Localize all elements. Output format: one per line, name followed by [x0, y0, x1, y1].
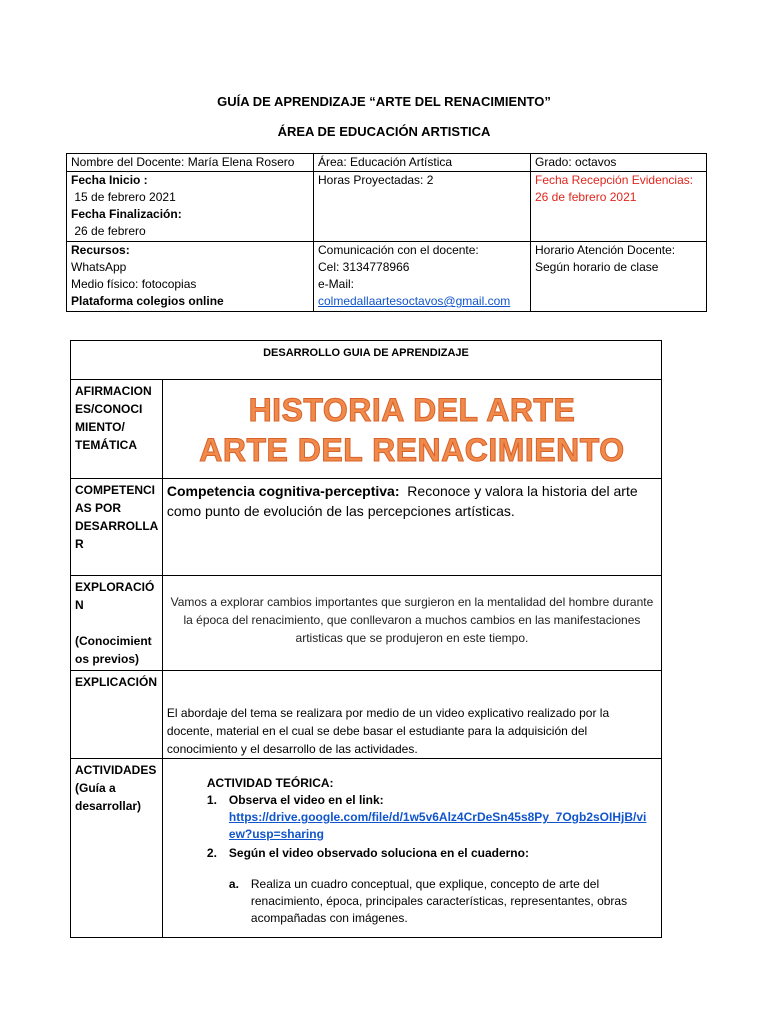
recepcion-label: Fecha Recepción Evidencias:	[535, 173, 694, 187]
fecha-fin-value: 26 de febrero	[71, 224, 146, 238]
competencia-bold: Competencia cognitiva-perceptiva:	[166, 483, 400, 499]
competencias-label: COMPETENCI AS POR DESARROLLA R	[71, 479, 163, 576]
comunicacion-label: Comunicación con el docente:	[318, 243, 479, 257]
list-item	[207, 845, 657, 862]
actividad-title: ACTIVIDAD TEÓRICA:	[206, 776, 334, 790]
comunicacion-cell	[314, 242, 531, 312]
explicacion-label: EXPLICACIÓN	[71, 671, 163, 759]
docente-cell: Nombre del Docente: María Elena Rosero	[67, 154, 314, 172]
recursos-label: Recursos:	[71, 243, 130, 257]
horario-cell	[531, 242, 707, 312]
cel-value: Cel: 3134778966	[318, 260, 410, 274]
afirmaciones-label: AFIRMACION ES/CONOCI MIENTO/ TEMÁTICA	[71, 380, 163, 479]
big-title	[167, 380, 657, 470]
horario-value: Según horario de clase	[535, 260, 659, 274]
recurso-item: Plataforma colegios online	[71, 294, 224, 308]
competencia-text: Reconoce y valora la historia del arte como punto de evolución de las percepciones artísticas.	[166, 483, 642, 519]
list-item	[207, 792, 657, 843]
recurso-item: Medio físico: fotocopias	[71, 277, 197, 291]
recepcion-cell	[531, 172, 707, 242]
item-letter: a.	[228, 877, 239, 891]
exploracion-label: EXPLORACIÓ N	[75, 580, 155, 612]
info-table	[66, 153, 707, 312]
competencia-cell	[162, 479, 661, 576]
exploracion-sub: (Conocimient os previos)	[75, 634, 152, 666]
email-link[interactable]: colmedallaartesoctavos@gmail.com	[318, 294, 511, 308]
big-title-line-1: HISTORIA DEL ARTE	[248, 392, 576, 428]
guide-table	[70, 340, 662, 938]
item2-text: Según el video observado soluciona en el cuaderno:	[228, 846, 529, 860]
grado-cell: Grado: octavos	[531, 154, 707, 172]
item-number: 2.	[206, 846, 217, 860]
explicacion-text: El abordaje del tema se realizara por medio de un video explicativo realizado por la docente, material en el cual se debe basar el estudiante para la adquisición del conocimiento y el desarrollo de las actividades.	[162, 671, 661, 759]
list-item	[207, 876, 657, 927]
area-cell: Área: Educación Artística	[314, 154, 531, 172]
fecha-inicio-label: Fecha Inicio :	[71, 173, 148, 187]
guide-header: DESARROLLO GUIA DE APRENDIZAJE	[71, 341, 662, 380]
fecha-fin-label: Fecha Finalización:	[71, 207, 182, 221]
actividades-cell	[162, 759, 661, 938]
horario-label: Horario Atención Docente:	[535, 243, 676, 257]
horas-cell: Horas Proyectadas: 2	[314, 172, 531, 242]
fecha-inicio-value: 15 de febrero 2021	[71, 190, 176, 204]
sub-a-text: Realiza un cuadro conceptual, que explique, concepto de arte del renacimiento, época, principales características, representantes, obras acompañadas con imágenes.	[250, 877, 628, 925]
item1-text: Observa el video en el link:	[228, 793, 384, 807]
document-subtitle: ÁREA DE EDUCACIÓN ARTISTICA	[277, 124, 491, 139]
recurso-item: WhatsApp	[71, 260, 127, 274]
fechas-cell	[67, 172, 314, 242]
big-title-cell	[162, 380, 661, 479]
recursos-cell	[67, 242, 314, 312]
recepcion-value: 26 de febrero 2021	[535, 190, 637, 204]
email-label: e-Mail:	[318, 277, 355, 291]
video-link[interactable]: https://drive.google.com/file/d/1w5v6Alz4CrDeSn45s8Py_7Ogb2sOIHjB/view?usp=sharing	[228, 810, 647, 841]
big-title-line-2: ARTE DEL RENACIMIENTO	[199, 432, 625, 468]
actividades-label: ACTIVIDADES (Guía a desarrollar)	[71, 759, 163, 938]
exploracion-label-cell	[71, 576, 163, 671]
exploracion-text: Vamos a explorar cambios importantes que surgieron en la mentalidad del hombre durante la época del renacimiento, que conllevaron a muchos cambios en las manifestaciones artisticas que se produjeron en este tiempo.	[162, 576, 661, 671]
item-number: 1.	[206, 793, 217, 807]
document-title: GUÍA DE APRENDIZAJE “ARTE DEL RENACIMIENTO”	[217, 94, 551, 109]
